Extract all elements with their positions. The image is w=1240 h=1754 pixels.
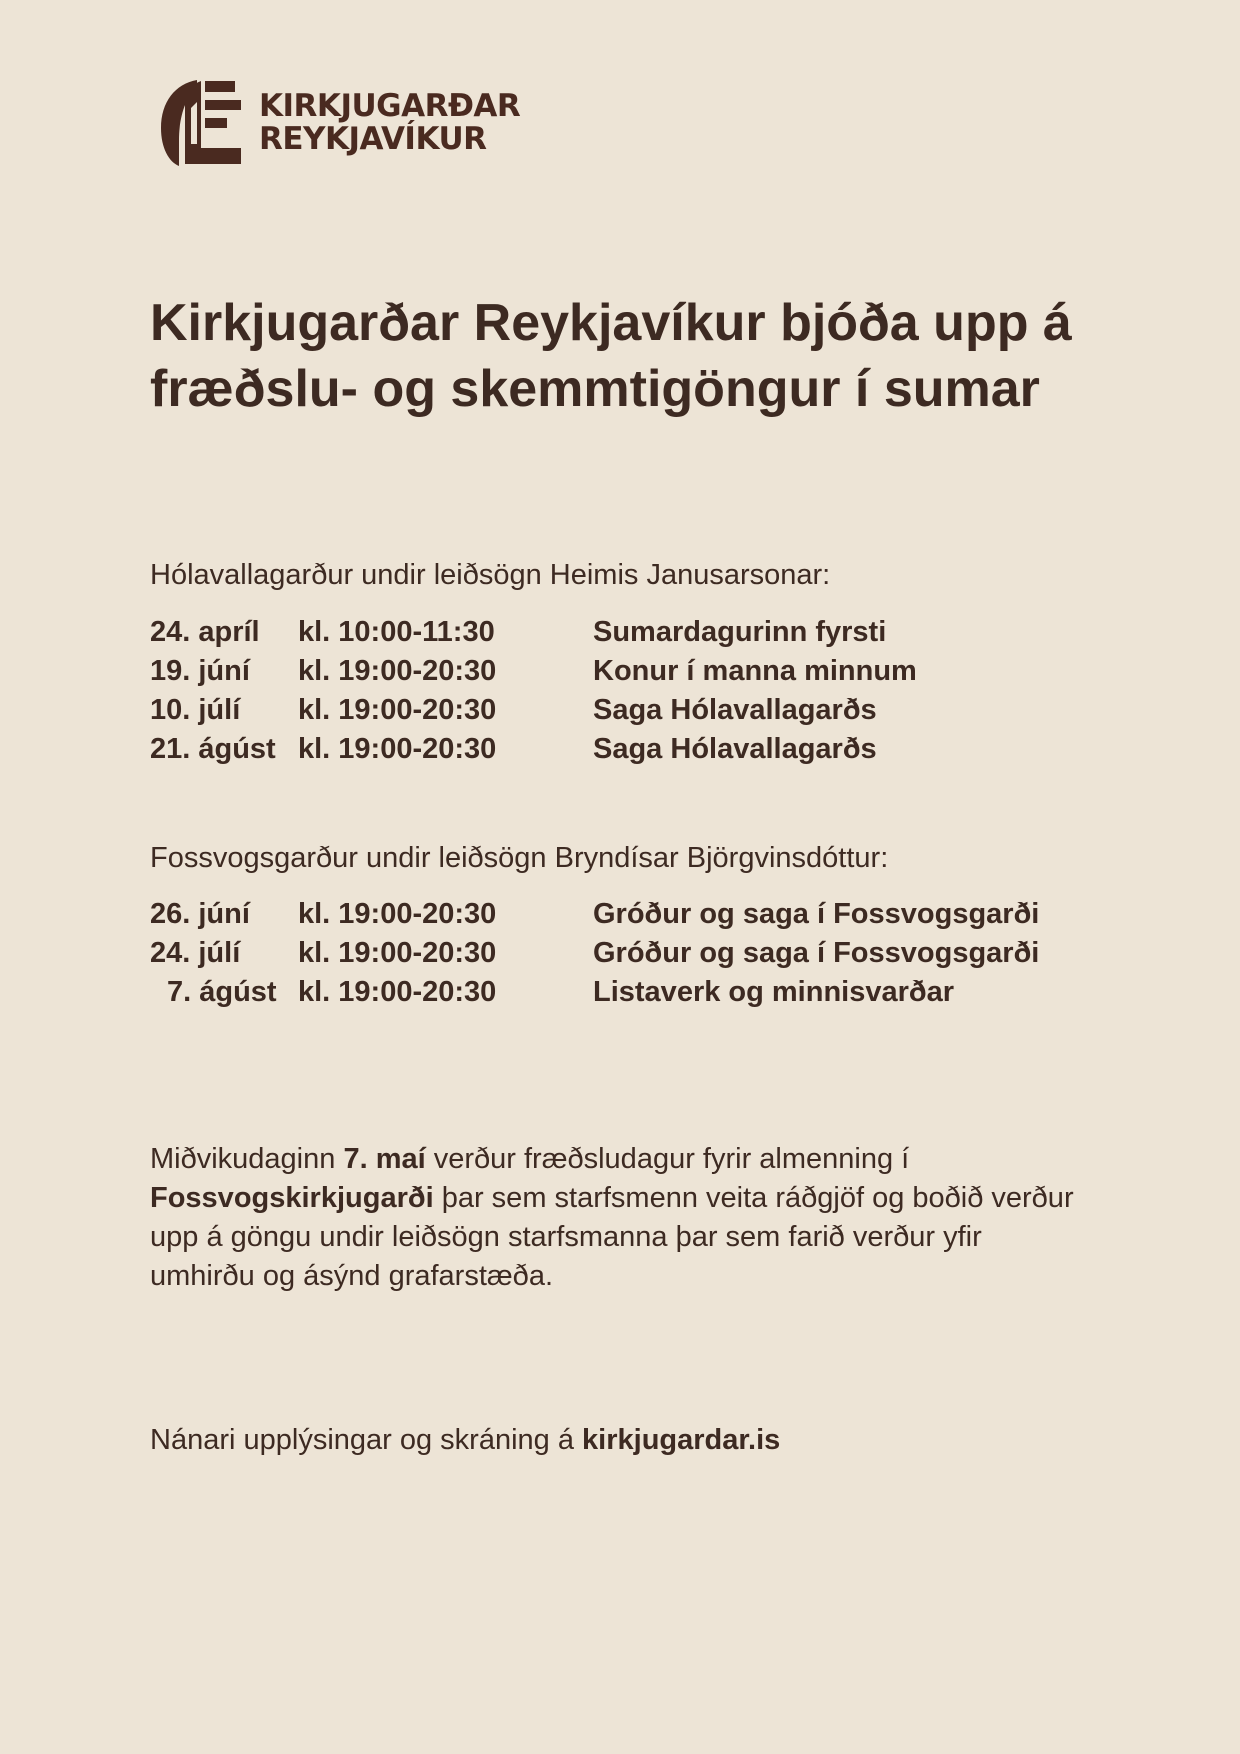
- event-title: Sumardagurinn fyrsti: [593, 616, 887, 648]
- event-time: kl. 19:00-20:30: [298, 898, 497, 930]
- schedule-row: [150, 652, 917, 691]
- page-title: Kirkjugarðar Reykjavíkur bjóða upp á fræðslu- og skemmtigöngur í sumar: [150, 294, 1072, 418]
- section-heading-holavallagardur: Hólavallagarður undir leiðsögn Heimis Janusarsonar:: [150, 559, 831, 591]
- schedule-row: [150, 691, 917, 730]
- event-date: 19. júní: [150, 655, 250, 687]
- logo: [157, 78, 520, 168]
- kirkjugardar-leaf-logo-icon: [157, 78, 241, 168]
- event-time: kl. 19:00-20:30: [298, 655, 497, 687]
- more-info-text: Nánari upplýsingar og skráning á: [150, 1424, 583, 1456]
- paragraph-date: 7. maí: [343, 1143, 426, 1175]
- event-title: Gróður og saga í Fossvogsgarði: [593, 937, 1040, 969]
- schedule-row: [150, 895, 1039, 934]
- paragraph-text: verður fræðsludagur fyrir almenning í: [425, 1143, 910, 1175]
- schedule-row: [150, 973, 1039, 1012]
- event-date: 21. ágúst: [150, 733, 276, 765]
- event-title: Konur í manna minnum: [593, 655, 917, 687]
- schedule-row: [150, 730, 917, 769]
- event-time: kl. 19:00-20:30: [298, 733, 497, 765]
- more-info-line: [150, 1422, 780, 1458]
- event-time: kl. 19:00-20:30: [298, 937, 497, 969]
- section-heading-fossvogsgardur: Fossvogsgarður undir leiðsögn Bryndísar Björgvinsdóttur:: [150, 842, 889, 874]
- logo-line-1: KIRKJUGARÐAR: [259, 88, 521, 124]
- event-time: kl. 10:00-11:30: [298, 616, 495, 648]
- paragraph-text: þar sem starfsmenn veita ráðgjöf og boðið verður upp á göngu undir leiðsögn starfsmanna þar sem farið verður yfir umhirðu og ásýnd grafarstæða.: [150, 1182, 1074, 1292]
- event-title: Saga Hólavallagarðs: [593, 733, 877, 765]
- event-date: 10. júlí: [150, 694, 241, 726]
- event-title: Gróður og saga í Fossvogsgarði: [593, 898, 1040, 930]
- logo-wordmark: [259, 90, 520, 156]
- schedule-row: [150, 613, 917, 652]
- event-time: kl. 19:00-20:30: [298, 976, 497, 1008]
- event-title: Listaverk og minnisvarðar: [593, 976, 955, 1008]
- education-day-paragraph: [150, 1140, 1090, 1296]
- paragraph-text: Miðvikudaginn: [150, 1143, 344, 1175]
- schedule-holavallagardur: [150, 613, 917, 769]
- paragraph-location: Fossvogskirkjugarði: [150, 1182, 434, 1214]
- event-date: 24. apríl: [150, 616, 260, 648]
- event-date: 24. júlí: [150, 937, 241, 969]
- logo-line-2: REYKJAVÍKUR: [259, 121, 487, 157]
- event-time: kl. 19:00-20:30: [298, 694, 497, 726]
- schedule-row: [150, 934, 1039, 973]
- event-date: 26. júní: [150, 898, 250, 930]
- event-title: Saga Hólavallagarðs: [593, 694, 877, 726]
- schedule-fossvogsgardur: [150, 895, 1039, 1012]
- event-date: 7. ágúst: [167, 976, 277, 1008]
- website-link[interactable]: kirkjugardar.is: [582, 1424, 781, 1456]
